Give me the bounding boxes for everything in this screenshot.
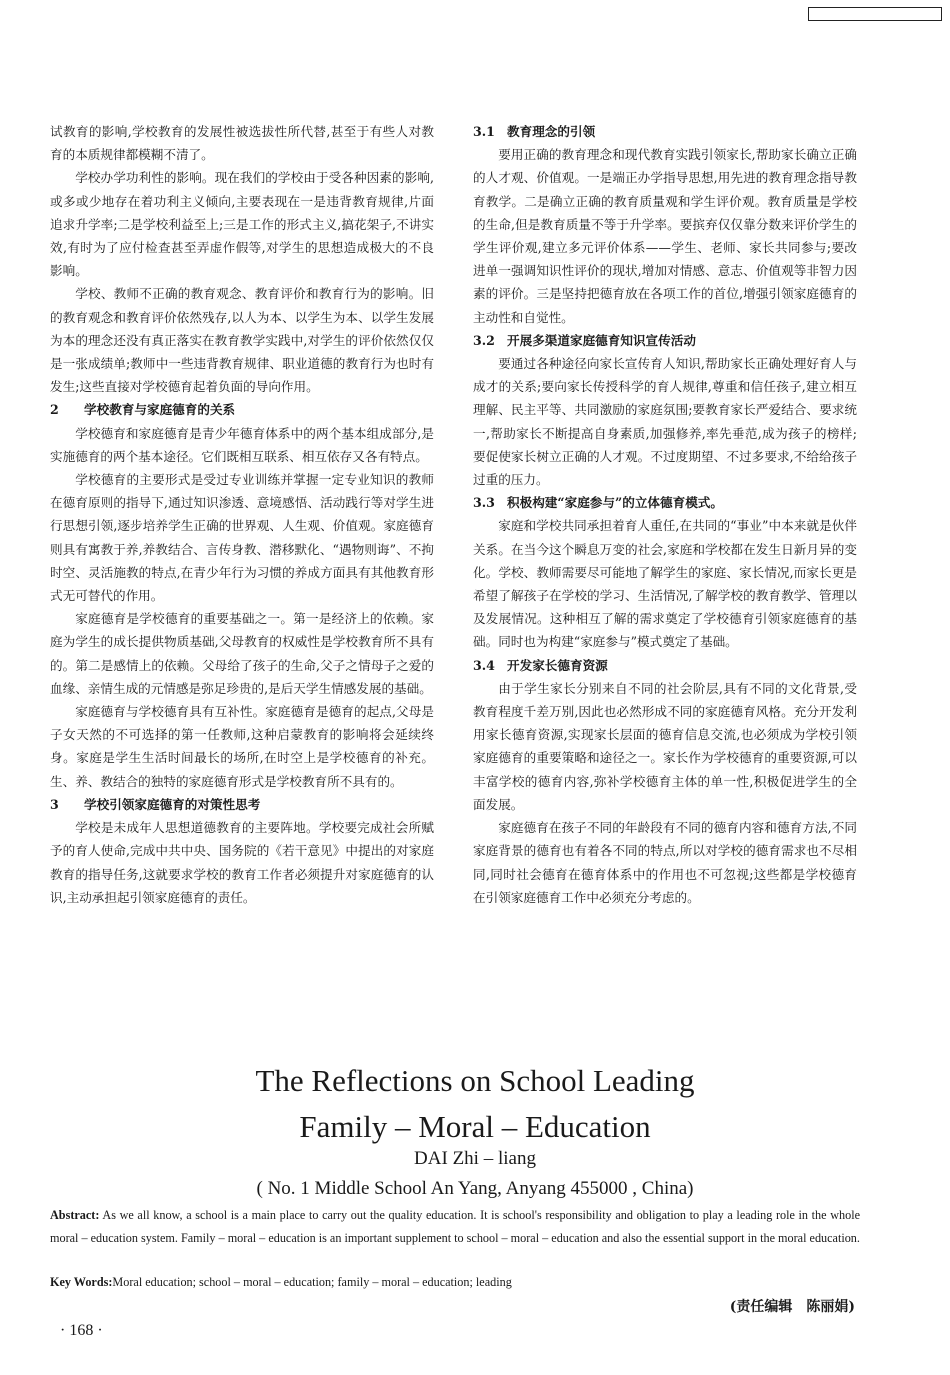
section-number: 2 xyxy=(50,402,59,418)
english-keywords xyxy=(50,1272,860,1292)
body-paragraph: 学校、教师不正确的教育观念、教育评价和教育行为的影响。旧的教育观念和教育评价依然残存,以人为本、以学生为本、以学生发展为本的理念还没有真正落实在教育教学实践中,对学生的评价依然仅仅是一张成绩单;教师中一些违背教育规律、职业道德的教育行为也时有发生;这些直接对学校德育起着负面的导向作用。 xyxy=(50,286,434,395)
left-column xyxy=(50,120,434,909)
keywords-label: Key Words: xyxy=(50,1275,113,1289)
section-title: 积极构建“家庭参与”的立体德育模式。 xyxy=(507,495,723,511)
body-paragraph: 要通过各种途径向家长宣传育人知识,帮助家长正确处理好育人与成才的关系;要向家长传授科学的育人规律,尊重和信任孩子,建立相互理解、民主平等、共同激励的家庭氛围;要教育家长严爱结合、要求统一,帮助家长不断提高自身素质,加强修养,率先垂范,成为孩子的榜样;要促使家长树立正确的人才观。不过度期望、不过多要求,不给给孩子过重的压力。 xyxy=(473,356,857,488)
editor-note: (责任编辑 陈丽娟) xyxy=(729,1299,855,1315)
section-heading xyxy=(473,120,857,143)
body-paragraph: 家庭和学校共同承担着育人重任,在共同的“事业”中本来就是伙伴关系。在当今这个瞬息万变的社会,家庭和学校都在发生日新月异的变化。学校、教师需要尽可能地了解学生的家庭、家长情况,而家长更是希望了解孩子在学校的学习、生活情况,了解学校的教育教学、管理以及发展情况。这种相互了解的需求奠定了学校德育引领家庭德育的基础。同时也为构建“家庭参与”模式奠定了基础。 xyxy=(473,518,857,650)
section-number: 3.3 xyxy=(473,495,495,511)
section-heading xyxy=(50,793,434,816)
page-number: · 168 · xyxy=(60,1322,103,1339)
section-heading xyxy=(473,491,857,514)
section-title: 学校引领家庭德育的对策性思考 xyxy=(84,796,261,812)
body-paragraph: 家庭德育与学校德育具有互补性。家庭德育是德育的起点,父母是子女天然的不可选择的第一任教师,这种启蒙教育的影响将会延续终身。家庭是学生生活时间最长的场所,在时空上是学校德育的补充。生、养、教结合的独特的家庭德育形式是学校教育所不具有的。 xyxy=(50,704,434,789)
body-paragraph: 家庭德育是学校德育的重要基础之一。第一是经济上的依赖。家庭为学生的成长提供物质基础,父母教育的权威性是学校教育所不具有的。第二是感情上的依赖。父母给了孩子的生命,父子之情母子之爱的血缘、亲情生成的元情感是弥足珍贵的,是后天学生情感发展的基础。 xyxy=(50,611,434,696)
abstract-text: As we all know, a school is a main place to carry out the quality education. It is school's responsibility and obligation to play a leading role in the whole moral – education system. Family – moral – education is an important supplement to school – moral – education and also the essential support in the moral education. xyxy=(50,1208,860,1245)
section-heading xyxy=(473,329,857,352)
body-paragraph: 学校是未成年人思想道德教育的主要阵地。学校要完成社会所赋予的育人使命,完成中共中央、国务院的《若干意见》中提出的对家庭教育的指导任务,这就要求学校的教育工作者必须提升对家庭德育的认识,主动承担起引领家庭德育的责任。 xyxy=(50,820,434,905)
english-affiliation: ( No. 1 Middle School An Yang, Anyang 455000 , China) xyxy=(256,1178,694,1199)
section-number: 3.2 xyxy=(473,332,495,348)
section-number: 3.1 xyxy=(473,124,495,139)
section-number: 3 xyxy=(50,796,59,812)
body-paragraph: 要用正确的教育理念和现代教育实践引领家长,帮助家长确立正确的人才观、价值观。一是端正办学指导思想,用先进的教育理念指导教育教学。二是确立正确的教育质量观和学生评价观。教育质量是学校的生命,但是教育质量不等于升学率。要摈弃仅仅靠分数来评价学生的学生评价观,建立多元评价体系——学生、老师、家长共同参与;要改进单一强调知识性评价的现状,增加对情感、意志、价值观等非智力因素的评价。三是坚持把德育放在各项工作的首位,增强引领家庭德育的主动性和自觉性。 xyxy=(473,147,857,325)
section-number: 3.4 xyxy=(473,657,495,673)
body-paragraph: 学校德育的主要形式是受过专业训练并掌握一定专业知识的教师在德育原则的指导下,通过知识渗透、意境感悟、活动践行等对学生进行思想引领,逐步培养学生正确的世界观、人生观、价值观。家庭德育则具有寓教于养,养教结合、言传身教、潜移默化、“遇物则诲”、不拘时空、灵活施教的特点,在青少年行为习惯的养成方面具有其他教育形式无可替代的作用。 xyxy=(50,472,434,604)
section-title: 教育理念的引领 xyxy=(507,124,596,139)
section-title: 开展多渠道家庭德育知识宣传活动 xyxy=(507,332,696,348)
body-paragraph: 家庭德育在孩子不同的年龄段有不同的德育内容和德育方法,不同家庭背景的德育也有着各不同的特点,所以对学校的德育需求也不尽相同,同时社会德育在德育体系中的作用也不可忽视;这些都是学校德育在引领家庭德育工作中必须充分考虑的。 xyxy=(473,820,857,905)
section-heading xyxy=(50,398,434,421)
english-title-line-2: Family – Moral – Education xyxy=(299,1109,651,1144)
body-paragraph: 学校德育和家庭德育是青少年德育体系中的两个基本组成部分,是实施德育的两个基本途径。它们既相互联系、相互依存又各有特点。 xyxy=(50,425,434,464)
body-paragraph: 由于学生家长分别来自不同的社会阶层,具有不同的文化背景,受教育程度千差万别,因此也必然形成不同的家庭德育风格。充分开发利用家长德育资源,实现家长层面的德育信息交流,也必须成为学校引领家庭德育的重要策略和途径之一。家长作为学校德育的重要资源,可以丰富学校的德育内容,弥补学校德育主体的单一性,积极促进学生的全面发展。 xyxy=(473,680,857,812)
english-title-line-1: The Reflections on School Leading xyxy=(255,1063,695,1098)
header-box xyxy=(808,7,942,21)
keywords-text: Moral education; school – moral – education; family – moral – education; leading xyxy=(112,1275,512,1289)
english-author: DAI Zhi – liang xyxy=(414,1148,536,1169)
section-heading xyxy=(473,654,857,677)
abstract-label: Abstract: xyxy=(50,1208,100,1222)
section-title: 开发家长德育资源 xyxy=(507,657,608,673)
body-paragraph: 学校办学功利性的影响。现在我们的学校由于受各种因素的影响,或多或少地存在着功利主义倾向,主要表现在一是违背教育规律,片面追求升学率;二是学校利益至上;三是工作的形式主义,搞花架子,不讲实效,有时为了应付检查甚至弄虚作假等,对学生的思想造成极大的不良影响。 xyxy=(50,170,434,279)
english-title xyxy=(0,1058,950,1150)
english-abstract xyxy=(50,1204,860,1250)
right-column xyxy=(473,120,857,909)
section-title: 学校教育与家庭德育的关系 xyxy=(84,402,236,418)
body-paragraph: 试教育的影响,学校教育的发展性被选拔性所代替,甚至于有些人对教育的本质规律都模糊不清了。 xyxy=(50,124,434,163)
